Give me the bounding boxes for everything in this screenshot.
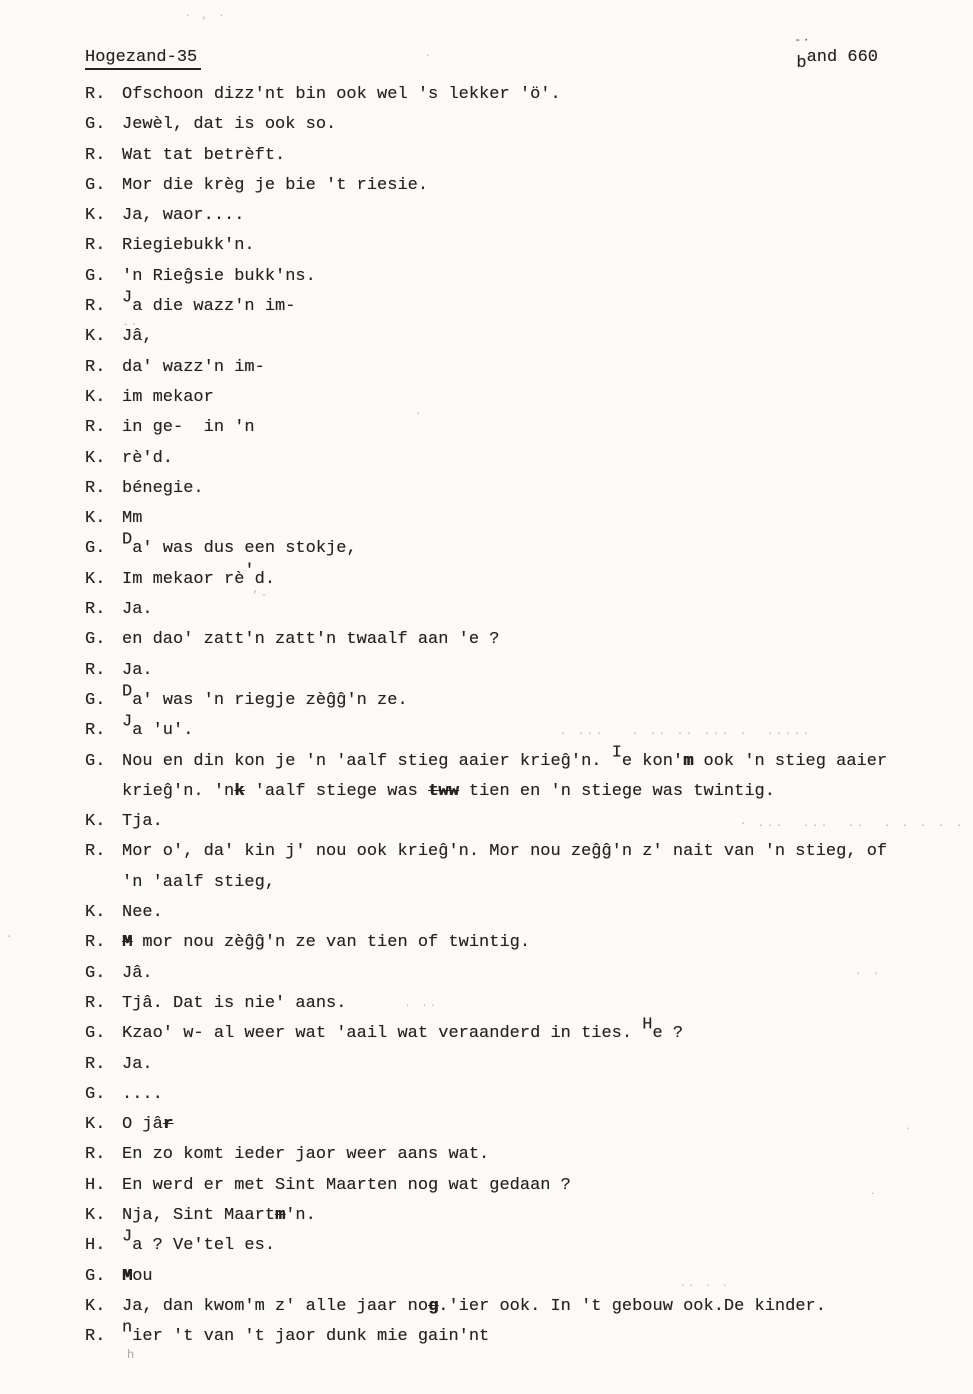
line-text: Da' was 'n riegje zèĝĝ'n ze. <box>122 682 408 710</box>
scan-artifact: · , · <box>185 11 228 21</box>
speaker-label: G. <box>85 963 106 983</box>
speaker-label: K. <box>85 448 106 468</box>
scan-artifact: ·· · · <box>680 1281 731 1291</box>
transcript-line <box>85 530 959 564</box>
line-text: Mor die krèg je bie 't riesie. <box>122 175 429 195</box>
scan-artifact: · ·· <box>405 1001 439 1011</box>
line-text: 'n 'aalf stieg, <box>122 872 276 892</box>
scan-artifact: · <box>425 51 434 61</box>
transcript-line <box>85 1140 959 1170</box>
speaker-label: G. <box>85 175 106 195</box>
speaker-label: G. <box>85 1266 106 1286</box>
line-text: Mor o', da' kin j' nou ook krieĝ'n. Mor nou zeĝĝ'n z' nait van 'n stieg, of <box>122 842 888 862</box>
speaker-label: K. <box>85 1115 106 1135</box>
page-header <box>85 35 878 73</box>
line-text: En zo komt ieder jaor weer aans wat. <box>122 1145 490 1165</box>
speaker-label <box>85 777 122 807</box>
transcript-line <box>85 777 959 807</box>
speaker-label: H. <box>85 1175 106 1195</box>
line-text: .... <box>122 1084 163 1104</box>
line-text: en dao' zatt'n zatt'n twaalf aan 'e ? <box>122 630 500 650</box>
scan-artifact: · <box>870 1189 879 1199</box>
transcript-line <box>85 595 959 625</box>
line-text: krieĝ'n. 'nk 'aalf stiege was tww tien en 'n stiege was twintig. <box>122 781 775 801</box>
transcript-line <box>85 989 959 1019</box>
line-text: nier 't van 't jaor dunk mie gain'nt <box>122 1318 490 1347</box>
line-text: Ja 'u'. <box>122 712 194 741</box>
transcript-line <box>85 928 959 958</box>
line-text: bénegie. <box>122 478 204 498</box>
transcript-line <box>85 1080 959 1110</box>
transcript-line <box>85 1110 959 1140</box>
band-label: and 660 <box>806 48 878 67</box>
line-text: En werd er met Sint Maarten nog wat gedaan ? <box>122 1175 571 1195</box>
scan-artifact: ’- <box>252 591 271 602</box>
speaker-label: R. <box>85 1145 106 1165</box>
line-text: im mekaor <box>122 387 214 407</box>
speaker-label: G. <box>85 630 106 650</box>
speaker-label: R. <box>85 1054 106 1074</box>
line-text: Tja. <box>122 812 163 832</box>
transcript <box>85 80 959 1352</box>
speaker-label: R. <box>85 1327 106 1347</box>
scan-artifact: h <box>127 1348 138 1362</box>
transcript-line <box>85 837 959 867</box>
transcript-line <box>85 110 959 140</box>
line-text: Nee. <box>122 903 163 923</box>
speaker-label: R. <box>85 357 106 377</box>
transcript-line <box>85 1292 959 1322</box>
transcript-line <box>85 625 959 655</box>
transcript-line <box>85 1262 959 1292</box>
transcript-line <box>85 1050 959 1080</box>
speaker-label: R. <box>85 297 106 317</box>
transcript-line <box>85 561 959 595</box>
band-number <box>794 35 878 73</box>
transcript-line <box>85 504 959 534</box>
speaker-label: R. <box>85 993 106 1013</box>
speaker-label: K. <box>85 206 106 226</box>
line-text: Im mekaor rè'd. <box>122 561 276 589</box>
speaker-label: K. <box>85 812 106 832</box>
document-title: Hogezand-35 <box>85 48 201 70</box>
scan-artifact: · <box>905 1124 914 1134</box>
speaker-label: K. <box>85 903 106 923</box>
speaker-label: K. <box>85 1296 106 1316</box>
line-text: O jâr <box>122 1115 174 1135</box>
speaker-label: R. <box>85 85 106 104</box>
speaker-label: R. <box>85 600 106 620</box>
speaker-label: H. <box>85 1236 106 1256</box>
speaker-label <box>85 868 122 898</box>
line-text: Ja. <box>122 600 153 620</box>
speaker-label: G. <box>85 115 106 135</box>
line-text: Ja. <box>122 1054 153 1074</box>
speaker-label: R. <box>85 842 106 862</box>
speaker-label: G. <box>85 751 106 771</box>
line-text: da' wazz'n im- <box>122 357 265 377</box>
line-text: Jewèl, dat is ook so. <box>122 115 337 135</box>
transcript-line <box>85 1318 959 1352</box>
line-text: Jâ. <box>122 963 153 983</box>
line-text: Da' was dus een stokje, <box>122 530 357 559</box>
transcript-line <box>85 413 959 443</box>
band-prefix: b <box>796 54 807 73</box>
transcript-line <box>85 1201 959 1231</box>
line-text: Jâ, <box>122 327 153 347</box>
speaker-label: K. <box>85 509 106 529</box>
speaker-label: G. <box>85 539 106 559</box>
transcript-line <box>85 712 959 746</box>
speaker-label: K. <box>85 1205 106 1225</box>
speaker-label: K. <box>85 327 106 347</box>
scan-artifact: . <box>415 407 425 418</box>
scan-artifact: . . <box>855 967 883 978</box>
line-text: M mor nou zèĝĝ'n ze van tien of twintig. <box>122 933 531 953</box>
line-text: Ja, waor.... <box>122 206 245 226</box>
transcript-line <box>85 80 959 110</box>
speaker-label: G. <box>85 1024 106 1044</box>
transcript-line <box>85 1171 959 1201</box>
transcript-line <box>85 262 959 292</box>
speaker-label: G. <box>85 690 106 710</box>
band-overmark: -· <box>794 35 812 47</box>
speaker-label: G. <box>85 266 106 286</box>
speaker-label: K. <box>85 569 106 589</box>
line-text: rè'd. <box>122 448 174 468</box>
transcript-line <box>85 682 959 716</box>
speaker-label: R. <box>85 418 106 438</box>
line-text: Ofschoon dizz'nt bin ook wel 's lekker 'ö'. <box>122 85 561 104</box>
transcript-line <box>85 1015 959 1049</box>
transcript-line <box>85 353 959 383</box>
line-text: 'n Rieĝsie bukk'ns. <box>122 266 316 286</box>
transcript-line <box>85 141 959 171</box>
line-text: in ge- in 'n <box>122 418 255 438</box>
line-text: Ja die wazz'n im- <box>122 288 296 317</box>
speaker-label: R. <box>85 721 106 741</box>
scan-artifact: -· <box>123 320 140 330</box>
scan-artifact: . ... . .. .. ... . ..... <box>560 727 813 738</box>
speaker-label: K. <box>85 387 106 407</box>
speaker-label: R. <box>85 145 106 165</box>
speaker-label: R. <box>85 660 106 680</box>
line-text: Ja. <box>122 660 153 680</box>
line-text: Nou en din kon je 'n 'aalf stieg aaier krieĝ'n. Ie kon'm ook 'n stieg aaier <box>122 743 888 771</box>
speaker-label: R. <box>85 478 106 498</box>
speaker-label: R. <box>85 236 106 256</box>
line-text: Mm <box>122 509 143 529</box>
transcript-line <box>85 383 959 413</box>
scan-artifact: · ... ... .. . . . . . <box>740 819 966 830</box>
transcript-line <box>85 444 959 474</box>
line-text: Ja ? Ve'tel es. <box>122 1227 276 1256</box>
transcript-line <box>85 1227 959 1261</box>
line-text: Mou <box>122 1266 153 1286</box>
line-text: Ja, dan kwom'm z' alle jaar nog.'ier ook. In 't gebouw ook.De kinder. <box>122 1296 826 1316</box>
transcript-line <box>85 231 959 261</box>
transcript-line <box>85 288 959 322</box>
transcript-line <box>85 868 959 898</box>
line-text: Nja, Sint Maartm'n. <box>122 1205 316 1225</box>
line-text: Wat tat betrèft. <box>122 145 286 165</box>
transcript-line <box>85 656 959 686</box>
transcript-line <box>85 898 959 928</box>
line-text: Riegiebukk'n. <box>122 236 255 256</box>
line-text: Kzao' w- al weer wat 'aail wat veraanderd in ties. He ? <box>122 1015 684 1044</box>
speaker-label: G. <box>85 1084 106 1104</box>
transcript-line <box>85 171 959 201</box>
speaker-label: R. <box>85 933 106 953</box>
transcript-line <box>85 743 959 777</box>
line-text: Tjâ. Dat is nie' aans. <box>122 993 347 1013</box>
transcript-line <box>85 201 959 231</box>
transcript-line <box>85 474 959 504</box>
transcript-line <box>85 959 959 989</box>
transcript-line <box>85 322 959 352</box>
scan-artifact: · <box>6 932 16 943</box>
